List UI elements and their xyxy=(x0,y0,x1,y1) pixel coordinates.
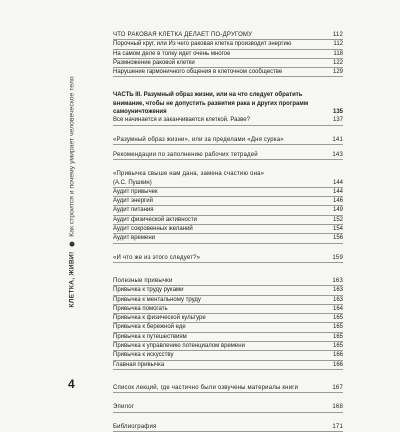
toc-entry: Порочный круг, или Из чего раковая клетка производит энергию 112 xyxy=(113,40,343,49)
toc-entry: Все начинается и заканчивается клеткой. Разве? 137 xyxy=(113,116,343,125)
toc-entry: Аудит физической активности 152 xyxy=(113,216,343,225)
book-title: КЛЕТКА, ЖИВИ! xyxy=(68,251,76,308)
table-of-contents xyxy=(113,31,343,432)
toc-entry: ЧТО РАКОВАЯ КЛЕТКА ДЕЛАЕТ ПО-ДРУГОМУ 112 xyxy=(113,31,343,40)
toc-entry: Аудит энергий 146 xyxy=(113,197,343,206)
spine-header xyxy=(64,16,80,368)
toc-entry: Аудит сокровенных желаний 154 xyxy=(113,225,343,234)
toc-entry: Размножение раковой клетки 122 xyxy=(113,59,343,68)
toc-entry: «Привычка свыше нам дана, замена счастию она» xyxy=(113,171,265,178)
toc-entry: Рекомендации по заполнению рабочих тетрадей 143 xyxy=(113,151,343,160)
toc-entry: Аудит времени 156 xyxy=(113,234,343,243)
toc-entry: Нарушение гармоничного общения в клеточном сообществе 129 xyxy=(113,68,343,77)
page-number: 4 xyxy=(68,377,75,391)
book-subtitle: Как строится и почему умирает человеческое тело xyxy=(68,76,76,237)
toc-entry: Привычка к путешествиям 165 xyxy=(113,333,343,342)
toc-entry: «Разумный образ жизни», или за пределами «Дня сурка» 141 xyxy=(113,136,343,145)
toc-part-heading: ЧАСТЬ III. Разумный образ жизни, или на что следует обратить внимание, чтобы не допустить развития рака и других программ самоуничтожения 135 xyxy=(113,92,343,116)
toc-entry: Привычка к физической культуре 165 xyxy=(113,314,343,323)
toc-entry: Привычка к труду руками 163 xyxy=(113,286,343,295)
toc-entry: «И что же из этого следует?» 159 xyxy=(113,254,343,263)
toc-entry: Привычка к ментальному труду 163 xyxy=(113,296,343,305)
toc-entry: Привычка помогать 164 xyxy=(113,305,343,314)
toc-entry: Эпилог 168 xyxy=(113,403,343,412)
separator-dot-icon xyxy=(69,242,74,247)
toc-entry: Привычка к искусству 166 xyxy=(113,351,343,360)
toc-entry: Привычка к управлению потенциалом времени 165 xyxy=(113,342,343,351)
toc-entry: Аудит питания 149 xyxy=(113,206,343,215)
toc-entry: На самом деле в толку идет очень многое 118 xyxy=(113,50,343,59)
spine-text xyxy=(69,76,76,307)
toc-entry: Библиография 171 xyxy=(113,423,343,432)
toc-entry: Главная привычка 166 xyxy=(113,361,343,370)
toc-entry: Аудит привычек 144 xyxy=(113,188,343,197)
toc-entry: (А.С. Пушкин) 144 xyxy=(113,179,343,188)
toc-entry: Список лекций, где частично были озвучены материалы книги 167 xyxy=(113,384,343,393)
toc-entry: Привычка к бережной еде 165 xyxy=(113,323,343,332)
toc-entry: Полезные привычки 163 xyxy=(113,277,343,286)
